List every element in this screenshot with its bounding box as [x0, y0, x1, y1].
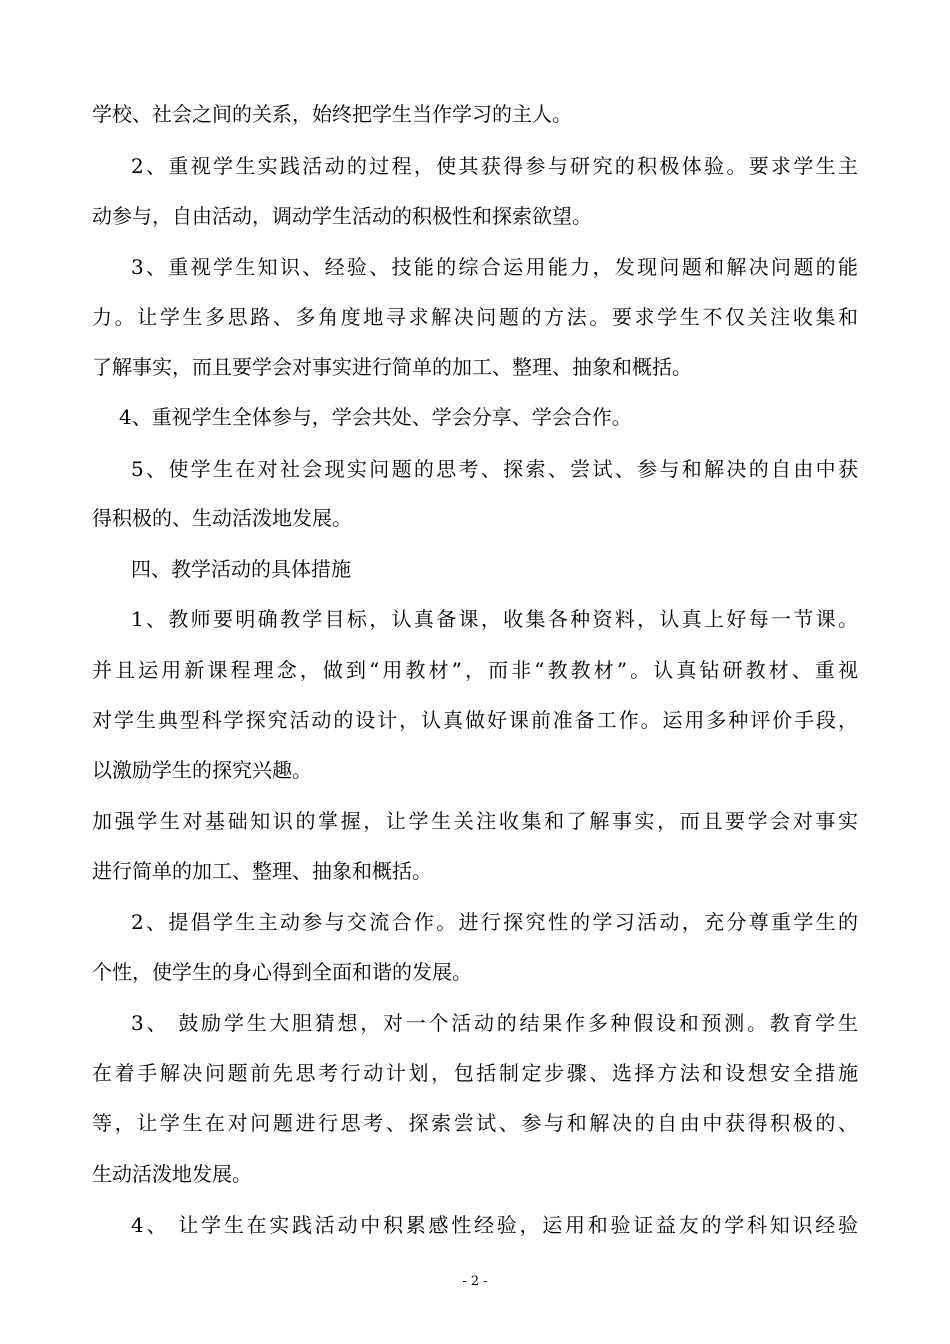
section-heading: 四、教学活动的具体措施: [131, 557, 351, 581]
paragraph-line: 在着手解决问题前先思考行动计划，包括制定步骤、选择方法和设想安全措施: [92, 1061, 858, 1085]
paragraph-line: 等，让学生在对问题进行思考、探索尝试、参与和解决的自由中获得积极的、: [92, 1111, 858, 1135]
paragraph-line: 学校、社会之间的关系，始终把学生当作学习的主人。: [92, 102, 572, 126]
paragraph-line: 得积极的、生动活泼地发展。: [92, 506, 352, 530]
paragraph-line: 进行简单的加工、整理、抽象和概括。: [92, 859, 432, 883]
paragraph-line: 个性，使学生的身心得到全面和谐的发展。: [92, 960, 472, 984]
paragraph-line: 以激励学生的探究兴趣。: [92, 758, 312, 782]
paragraph-line: 对学生典型科学探究活动的设计，认真做好课前准备工作。运用多种评价手段，: [92, 708, 858, 732]
paragraph-line: 3、重视学生知识、经验、技能的综合运用能力，发现问题和解决问题的能: [131, 255, 858, 279]
page-number: - 2 -: [462, 1274, 488, 1289]
paragraph-line: 1、教师要明确教学目标，认真备课，收集各种资料，认真上好每一节课。: [131, 607, 858, 631]
paragraph-line: 3、 鼓励学生大胆猜想，对一个活动的结果作多种假设和预测。教育学生: [131, 1011, 858, 1035]
paragraph-line: 力。让学生多思路、多角度地寻求解决问题的方法。要求学生不仅关注收集和: [92, 305, 858, 329]
paragraph-line: 了解事实，而且要学会对事实进行简单的加工、整理、抽象和概括。: [92, 355, 692, 379]
paragraph-line: 5、使学生在对社会现实问题的思考、探索、尝试、参与和解决的自由中获: [131, 457, 858, 481]
paragraph-line: 并且运用新课程理念，做到“用教材”，而非“教教材”。认真钻研教材、重视: [92, 658, 858, 682]
paragraph-line: 加强学生对基础知识的掌握，让学生关注收集和了解事实，而且要学会对事实: [92, 809, 858, 833]
paragraph-line: 2、重视学生实践活动的过程，使其获得参与研究的积极体验。要求学生主: [131, 154, 858, 178]
paragraph-line: 4、重视学生全体参与，学会共处、学会分享、学会合作。: [119, 405, 632, 429]
paragraph-line: 4、 让学生在实践活动中积累感性经验，运用和验证益友的学科知识经验: [131, 1213, 858, 1237]
paragraph-line: 2、提倡学生主动参与交流合作。进行探究性的学习活动，充分尊重学生的: [131, 910, 858, 934]
paragraph-line: 生动活泼地发展。: [92, 1162, 252, 1186]
paragraph-line: 动参与，自由活动，调动学生活动的积极性和探索欲望。: [92, 204, 592, 228]
